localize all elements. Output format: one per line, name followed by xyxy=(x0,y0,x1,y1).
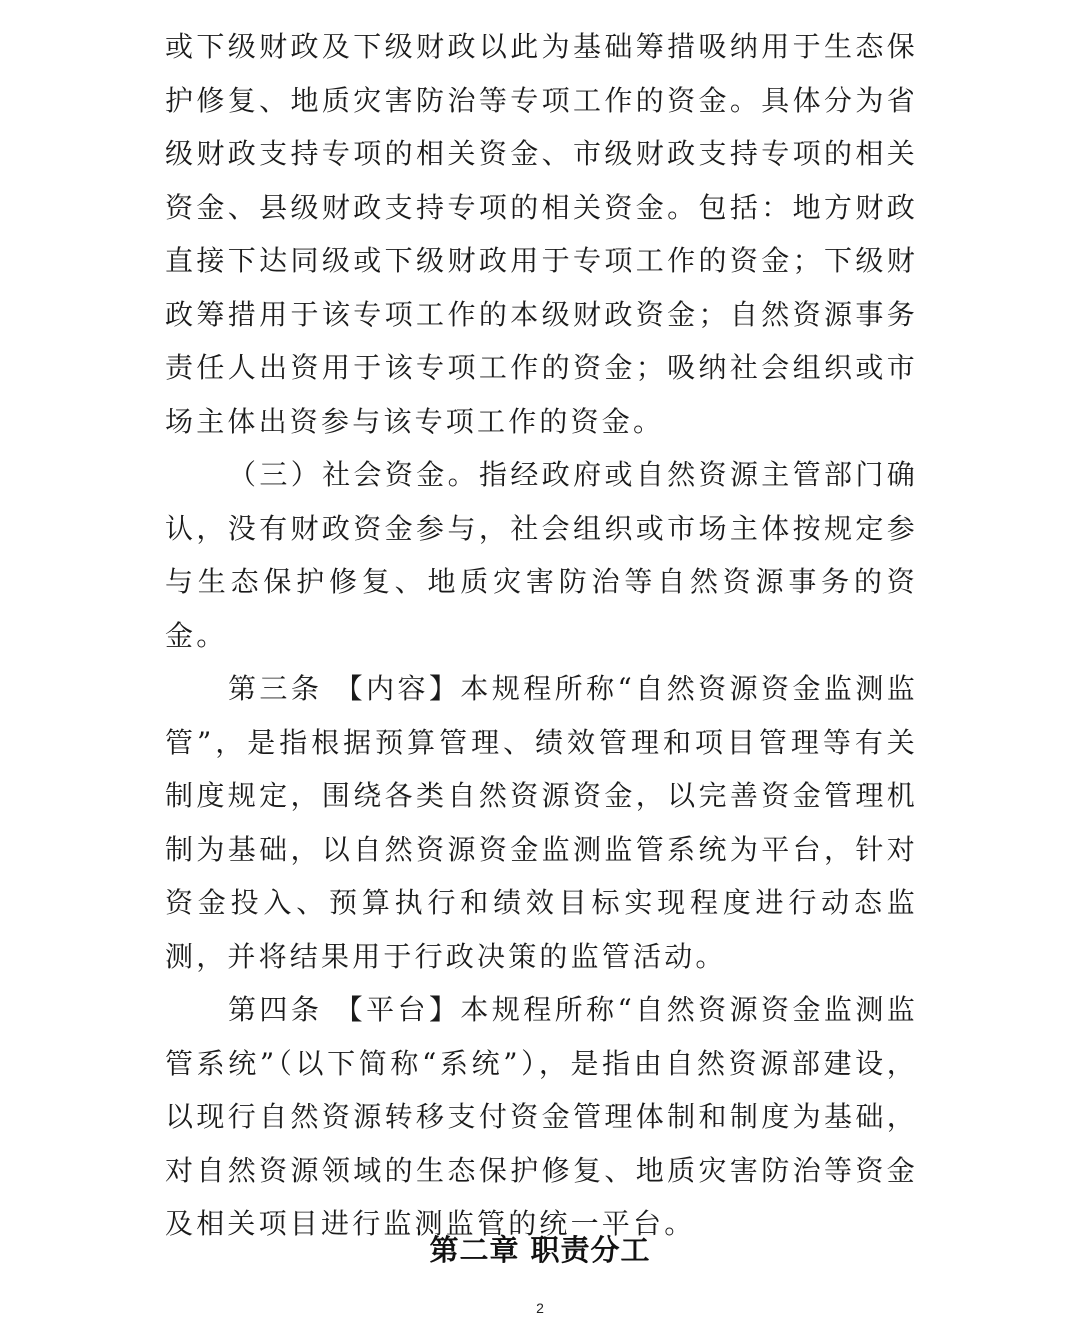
chapter-heading: 第二章 职责分工 xyxy=(429,1233,651,1267)
paragraph-article-four: 第四条 【平台】本规程所称“自然资源资金监测监管系统”（以下简称“系统”），是指由自然资源部建设，以现行自然资源转移支付资金管理体制和制度为基础，对自然资源领域的生态保护修复、地质灾害防治等资金及相关项目进行监测监管的统一平台。 xyxy=(165,993,918,1240)
paragraph-continued-provincial-funds: 或下级财政及下级财政以此为基础筹措吸纳用于生态保护修复、地质灾害防治等专项工作的资金。具体分为省级财政支持专项的相关资金、市级财政支持专项的相关资金、县级财政支持专项的相关资金。包括：地方财政直接下达同级或下级财政用于专项工作的资金；下级财政筹措用于该专项工作的本级财政资金；自然资源事务责任人出资用于该专项工作的资金；吸纳社会组织或市场主体出资参与该专项工作的资金。 xyxy=(165,30,918,438)
document-body xyxy=(165,20,918,1251)
page-number: 2 xyxy=(536,1300,544,1316)
paragraph-social-funds: （三）社会资金。指经政府或自然资源主管部门确认，没有财政资金参与，社会组织或市场主体按规定参与生态保护修复、地质灾害防治等自然资源事务的资金。 xyxy=(165,458,918,652)
paragraph-article-three: 第三条 【内容】本规程所称“自然资源资金监测监管”，是指根据预算管理、绩效管理和项目管理等有关制度规定，围绕各类自然资源资金，以完善资金管理机制为基础，以自然资源资金监测监管系统为平台，针对资金投入、预算执行和绩效目标实现程度进行动态监测，并将结果用于行政决策的监管活动。 xyxy=(165,672,918,973)
